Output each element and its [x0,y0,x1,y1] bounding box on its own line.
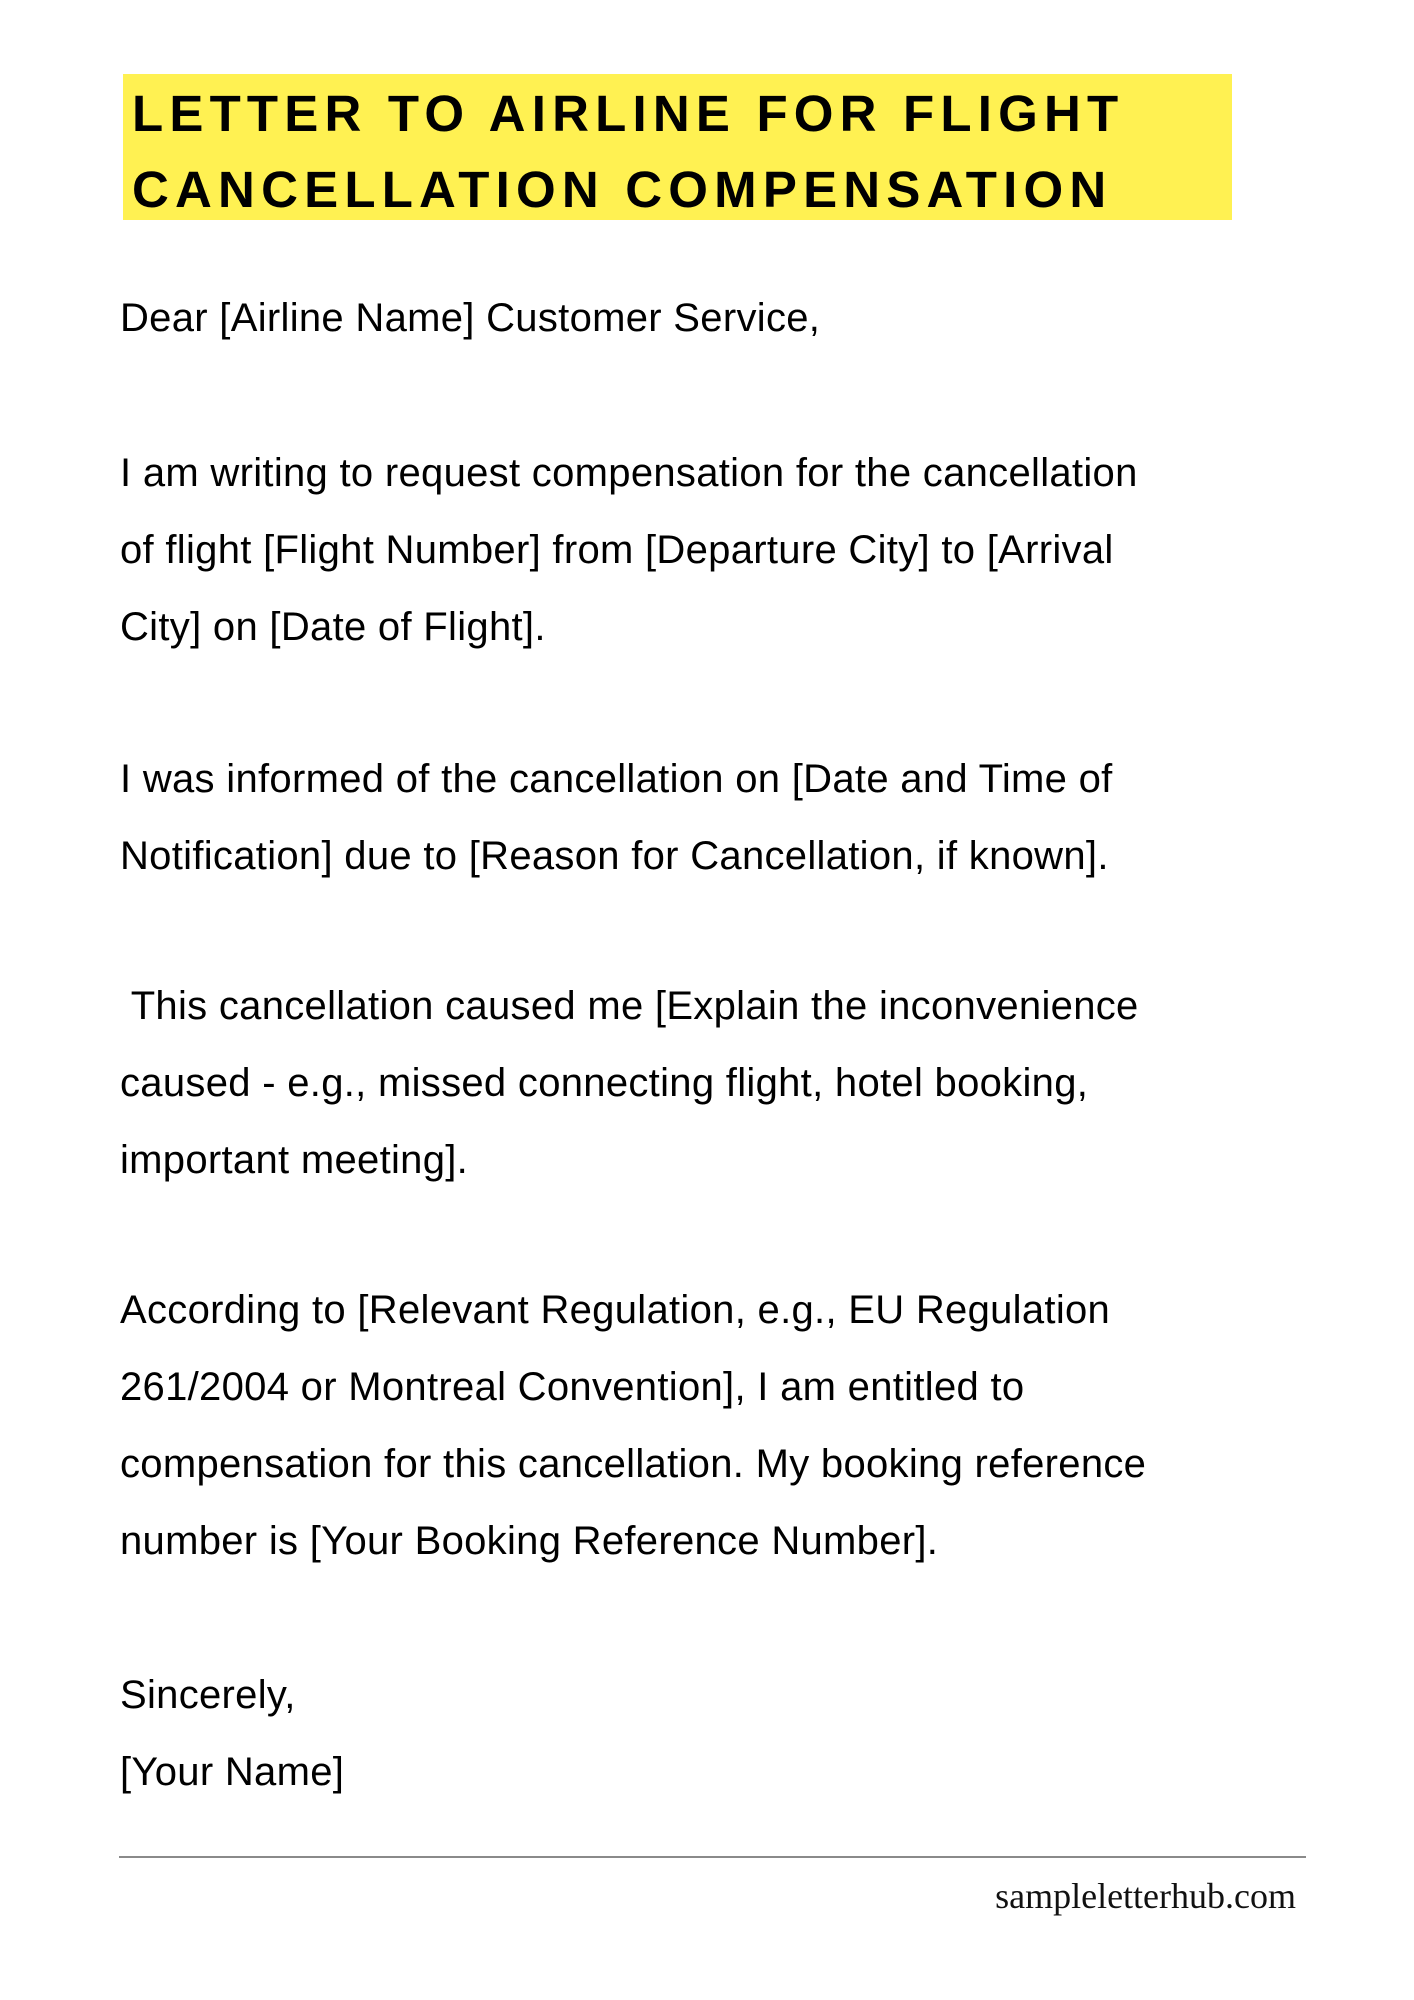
page-title-line-2: CANCELLATION COMPENSATION [132,161,1113,218]
paragraph-3-line-2: caused - e.g., missed connecting flight, hotel booking, [120,1061,1089,1105]
paragraph-1-line-3: City] on [Date of Flight]. [120,605,546,649]
paragraph-3-line-3: important meeting]. [120,1138,469,1182]
footer-divider [119,1856,1306,1858]
greeting: Dear [Airline Name] Customer Service, [120,296,821,340]
paragraph-3-line-1: This cancellation caused me [Explain the inconvenience [120,984,1139,1028]
paragraph-1-line-1: I am writing to request compensation for the cancellation [120,451,1138,495]
paragraph-4-line-2: 261/2004 or Montreal Convention], I am entitled to [120,1365,1025,1409]
footer-site-link[interactable]: sampleletterhub.com [995,1876,1296,1916]
paragraph-4-line-3: compensation for this cancellation. My booking reference [120,1442,1147,1486]
paragraph-1-line-2: of flight [Flight Number] from [Departure City] to [Arrival [120,528,1114,572]
signature: [Your Name] [120,1750,345,1794]
paragraph-2-line-2: Notification] due to [Reason for Cancellation, if known]. [120,834,1109,878]
paragraph-4-line-1: According to [Relevant Regulation, e.g., EU Regulation [120,1288,1111,1332]
closing: Sincerely, [120,1673,296,1717]
paragraph-4-line-4: number is [Your Booking Reference Number]. [120,1519,939,1563]
page-title-line-1: LETTER TO AIRLINE FOR FLIGHT [132,85,1125,142]
paragraph-2-line-1: I was informed of the cancellation on [Date and Time of [120,757,1113,801]
